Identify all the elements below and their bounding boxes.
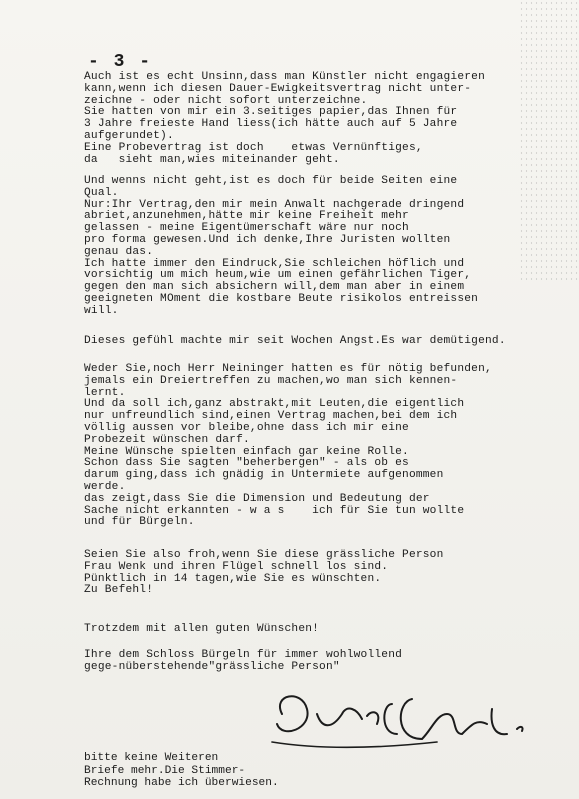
scan-noise	[519, 0, 579, 280]
paragraph-2: Und wenns nicht geht,ist es doch für beide Seiten eine Qual. Nur:Ihr Vertrag,den mir mein Anwalt nachgerade dringend abriet,anzunehmen,hätte mir keine Freiheit mehr gelassen - meine Eigentümerschaft wäre nur noch pro forma gewesen.Und ich denke,Ihre Juristen wollten genau das. Ich hatte immer den Eindruck,Sie schleichen höflich und vorsichtig um mich heum,wie um einen gefährlichen Tiger, gegen den man sich absichern will,dem man aber in einem geeigneten MOment die kostbare Beute risikolos entreissen will.	[84, 175, 479, 317]
paragraph-1: Auch ist es echt Unsinn,dass man Künstler nicht engagieren kann,wenn ich diesen Dauer-Ewigkeitsvertrag nicht unter- zeichne - oder nicht sofort unterzeichne. Sie hatten von mir ein 3.seitiges papier,das Ihnen für 3 Jahre freieste Hand liess(ich hätte auch auf 5 Jahre aufgerundet). Eine Probevertrag ist doch etwas Vernünftiges, da sieht man,wies miteinander geht.	[84, 71, 485, 166]
handwritten-signature	[262, 684, 552, 754]
paragraph-5: Seien Sie also froh,wenn Sie diese grässliche Person Frau Wenk und ihren Flügel schnell los sind. Pünktlich in 14 tagen,wie Sie es wünschten. Zu Befehl!	[84, 549, 444, 597]
paragraph-3: Dieses gefühl machte mir seit Wochen Angst.Es war demütigend.	[84, 335, 506, 347]
paragraph-4: Weder Sie,noch Herr Neininger hatten es für nötig befunden, jemals ein Dreiertreffen zu machen,wo man sich kennen- lernt. Und da soll ich,ganz abstrakt,mit Leuten,die eigentlich nur unfreundlich sind,einen Vertrag machen,bei dem ich völlig aussen vor bleibe,ohne dass ich mir eine Probezeit wünschen darf. Meine Wünsche spielten einfach gar keine Rolle. Schon dass Sie sagten "beherbergen" - als ob es darum ging,dass ich gnädig in Untermiete aufgenommen werde. das zeigt,dass Sie die Dimension und Bedeutung der Sache nicht erkannten - w a s ich für Sie tun wollte und für Bürgeln.	[84, 363, 492, 529]
closing-line: Ihre dem Schloss Bürgeln für immer wohlwollend gege-nüberstehende"grässliche Person"	[84, 649, 403, 673]
footnote: bitte keine Weiteren Briefe mehr.Die Stimmer- Rechnung habe ich überwiesen.	[84, 752, 279, 789]
page-number: - 3 -	[88, 52, 153, 72]
closing-greeting: Trotzdem mit allen guten Wünschen!	[84, 623, 320, 635]
